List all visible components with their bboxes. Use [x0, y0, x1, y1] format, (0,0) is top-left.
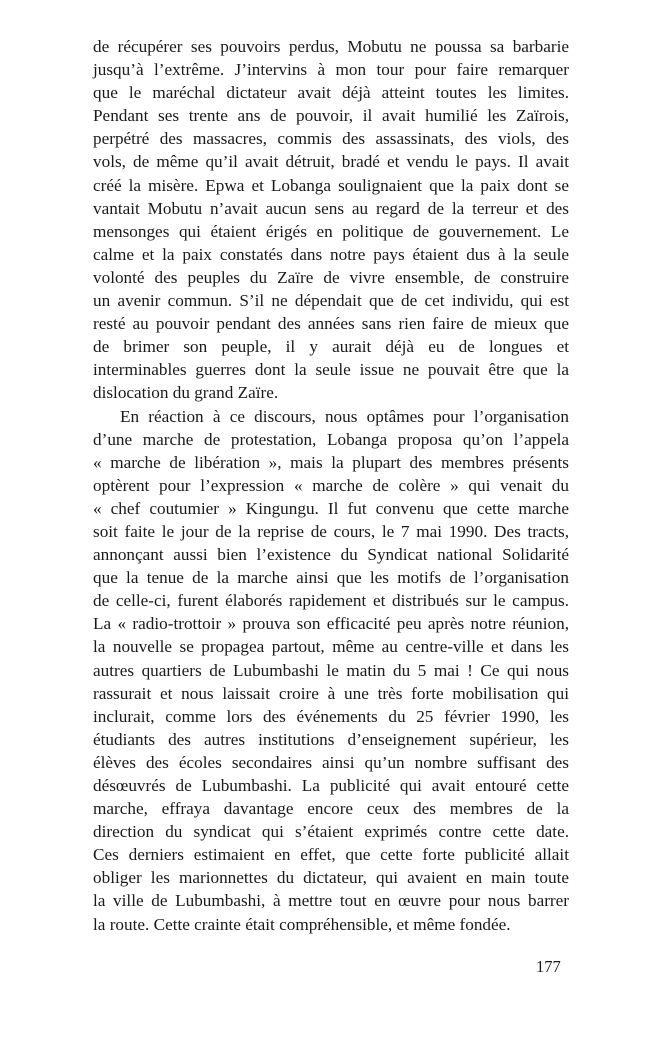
text-line: direction du syndicat qui s’étaient exprimés contre cette date.	[93, 822, 569, 842]
text-line: vantait Mobutu n’avait aucun sens au regard de la terreur et des	[93, 198, 569, 218]
text-line: optèrent pour l’expression « marche de colère » qui venait du	[93, 475, 569, 495]
paragraph-2	[93, 405, 569, 936]
text-line: Pendant ses trente ans de pouvoir, il avait humilié les Zaïrois,	[93, 106, 569, 126]
text-line: de brimer son peuple, il y aurait déjà eu de longues et	[93, 337, 569, 357]
text-line: perpétré des massacres, commis des assassinats, des viols, des	[93, 129, 569, 149]
text-line: « chef coutumier » Kingungu. Il fut convenu que cette marche	[93, 498, 569, 518]
text-line: resté au pouvoir pendant des années sans rien faire de mieux que	[93, 314, 569, 334]
text-line: autres quartiers de Lubumbashi le matin du 5 mai ! Ce qui nous	[93, 660, 569, 680]
text-line: la route. Cette crainte était compréhensible, et même fondée.	[93, 914, 511, 934]
body-text	[93, 35, 569, 936]
text-line: un avenir commun. S’il ne dépendait que de cet individu, qui est	[93, 291, 569, 311]
text-line: désœuvrés de Lubumbashi. La publicité qui avait entouré cette	[93, 776, 569, 795]
text-line: étudiants des autres institutions d’enseignement supérieur, les	[93, 729, 569, 749]
text-line: la nouvelle se propagea partout, même au centre-ville et dans les	[93, 637, 569, 657]
text-line: mensonges qui étaient érigés en politique de gouvernement. Le	[93, 221, 569, 241]
text-line: volonté des peuples du Zaïre de vivre ensemble, de construire	[93, 267, 569, 287]
text-line: que le maréchal dictateur avait déjà atteint toutes les limites.	[93, 83, 569, 103]
text-line: d’une marche de protestation, Lobanga proposa qu’on l’appela	[93, 429, 569, 449]
text-line: créé la misère. Epwa et Lobanga soulignaient que la paix dont se	[93, 175, 569, 195]
text-line: élèves des écoles secondaires ainsi qu’un nombre suffisant des	[93, 752, 569, 772]
text-line: Ces derniers estimaient en effet, que cette forte publicité allait	[93, 845, 569, 865]
text-line: que la tenue de la marche ainsi que les motifs de l’organisation	[93, 568, 569, 588]
text-line: jusqu’à l’extrême. J’intervins à mon tour pour faire remarquer	[93, 60, 569, 80]
text-line: interminables guerres dont la seule issue ne pouvait être que la	[93, 360, 569, 380]
text-line: En réaction à ce discours, nous optâmes pour l’organisation	[120, 406, 569, 426]
text-line: obliger les marionnettes du dictateur, qui avaient en main toute	[93, 868, 569, 888]
text-line: soit faite le jour de la reprise de cours, le 7 mai 1990. Des tracts,	[93, 521, 569, 541]
text-line: de récupérer ses pouvoirs perdus, Mobutu ne poussa sa barbarie	[93, 37, 569, 56]
paragraph-1	[93, 35, 569, 405]
text-line: rassurait et nous laissait croire à une très forte mobilisation qui	[93, 683, 569, 703]
text-line: marche, effraya davantage encore ceux des membres de la	[93, 799, 569, 819]
text-line: inclurait, comme lors des événements du 25 février 1990, les	[93, 706, 569, 726]
page-number: 177	[536, 957, 561, 976]
text-line: la ville de Lubumbashi, à mettre tout en œuvre pour nous barrer	[93, 891, 569, 911]
text-line: de celle-ci, furent élaborés rapidement et distribués sur le campus.	[93, 591, 569, 611]
text-line: La « radio-trottoir » prouva son efficacité peu après notre réunion,	[93, 614, 569, 634]
text-line: vols, de même qu’il avait détruit, bradé et vendu le pays. Il avait	[93, 152, 569, 172]
text-line: dislocation du grand Zaïre.	[93, 383, 279, 403]
text-line: « marche de libération », mais la plupart des membres présents	[93, 452, 569, 472]
text-line: annonçant aussi bien l’existence du Syndicat national Solidarité	[93, 545, 569, 565]
text-line: calme et la paix constatés dans notre pays étaient dus à la seule	[93, 244, 569, 264]
